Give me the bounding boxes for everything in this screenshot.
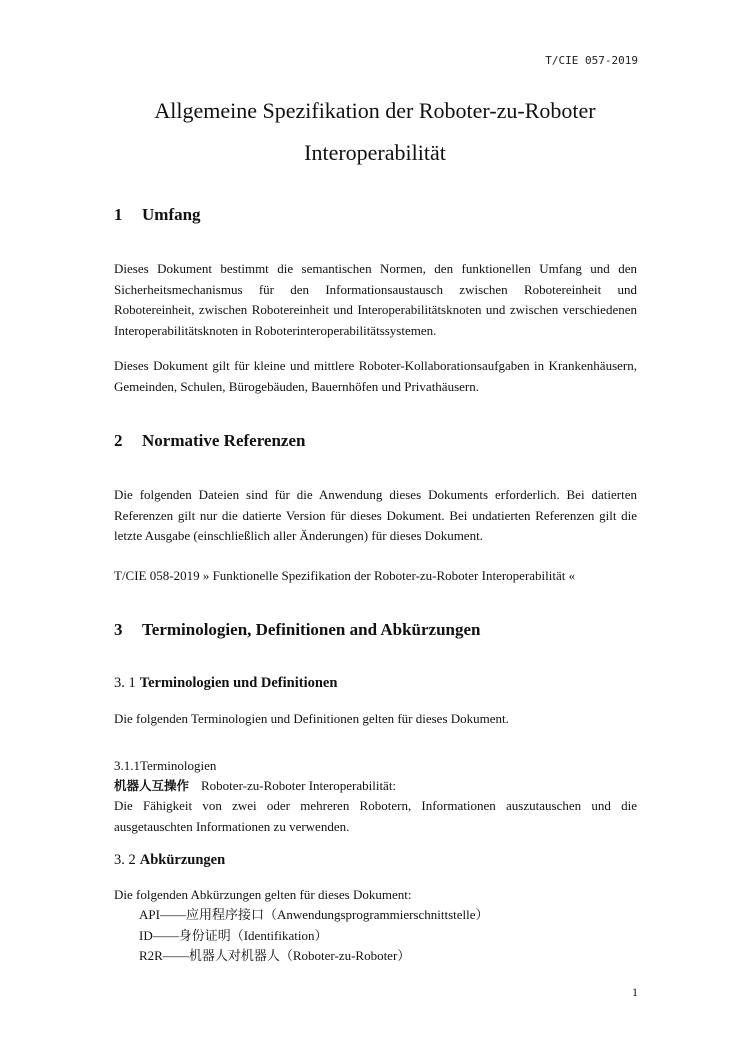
section-1-title: Umfang (142, 205, 201, 224)
term-german: Roboter-zu-Roboter Interoperabilität: (201, 778, 397, 793)
section-2-title: Normative Referenzen (142, 431, 306, 450)
section-2-number: 2 (114, 431, 123, 450)
section-3-2-number: 3. 2 (114, 852, 136, 868)
section-1-paragraph-1: Dieses Dokument bestimmt die semantischen Normen, den funktionellen Umfang und den Sicherheitsmechanismus für den Informationsaustausch zwischen Robotereinheit und Robotereinheit, zwischen Robotereinheit und Interoperabilitätsknoten und zwischen verschiedenen Interoperabilitätsknoten in Roboterinteroperabilitätssystemen. (114, 261, 637, 338)
section-3-1-title: Terminologien und Definitionen (139, 675, 338, 691)
abbreviation-list (139, 905, 489, 967)
section-3-1-number: 3. 1 (114, 675, 136, 691)
subsection-3-1-1-label: 3.1.1Terminologien (114, 758, 217, 773)
section-3-heading (114, 620, 481, 640)
document-title-line-1: Allgemeine Spezifikation der Roboter-zu-Roboter (154, 98, 596, 123)
section-1-paragraph-2: Dieses Dokument gilt für kleine und mittlere Roboter-Kollaborationsaufgaben in Krankenhäusern, Gemeinden, Schulen, Bürogebäuden, Bauernhöfen und Privathäusern. (114, 358, 637, 394)
section-3-title: Terminologien, Definitionen and Abkürzungen (142, 620, 481, 639)
term-chinese: 机器人互操作 (114, 778, 190, 793)
term-entry (114, 776, 396, 797)
section-3-2-intro: Die folgenden Abkürzungen gelten für dieses Dokument: (114, 887, 412, 902)
term-definition: Die Fähigkeit von zwei oder mehreren Robotern, Informationen auszutauschen und die ausgetauschten Informationen zu verwenden. (114, 798, 637, 834)
section-3-2-heading (114, 852, 225, 869)
abbreviation-item: ID——身份证明（Identifikation） (139, 927, 328, 943)
section-1-heading (114, 205, 201, 225)
section-3-1-heading (114, 675, 337, 692)
normative-reference: T/CIE 058-2019 » Funktionelle Spezifikation der Roboter-zu-Roboter Interoperabilität « (114, 568, 576, 583)
section-3-number: 3 (114, 620, 123, 639)
page-number: 1 (632, 985, 638, 999)
abbreviation-item: API——应用程序接口（Anwendungsprogrammierschnittstelle） (139, 907, 489, 922)
section-2-heading (114, 431, 305, 451)
document-id: T/CIE 057-2019 (545, 54, 638, 67)
abbreviation-item: R2R——机器人对机器人（Roboter-zu-Roboter） (139, 948, 411, 963)
section-2-paragraph-1: Die folgenden Dateien sind für die Anwendung dieses Dokuments erforderlich. Bei datierten Referenzen gilt nur die datierte Version für dieses Dokument. Bei undatierten Referenzen gilt die letzte Ausgabe (einschließlich aller Änderungen) für dieses Dokument. (114, 487, 637, 543)
document-title-line-2: Interoperabilität (304, 140, 446, 165)
section-1-number: 1 (114, 205, 123, 224)
section-3-1-intro: Die folgenden Terminologien und Definitionen gelten für dieses Dokument. (114, 711, 509, 726)
section-3-2-title: Abkürzungen (139, 852, 226, 868)
